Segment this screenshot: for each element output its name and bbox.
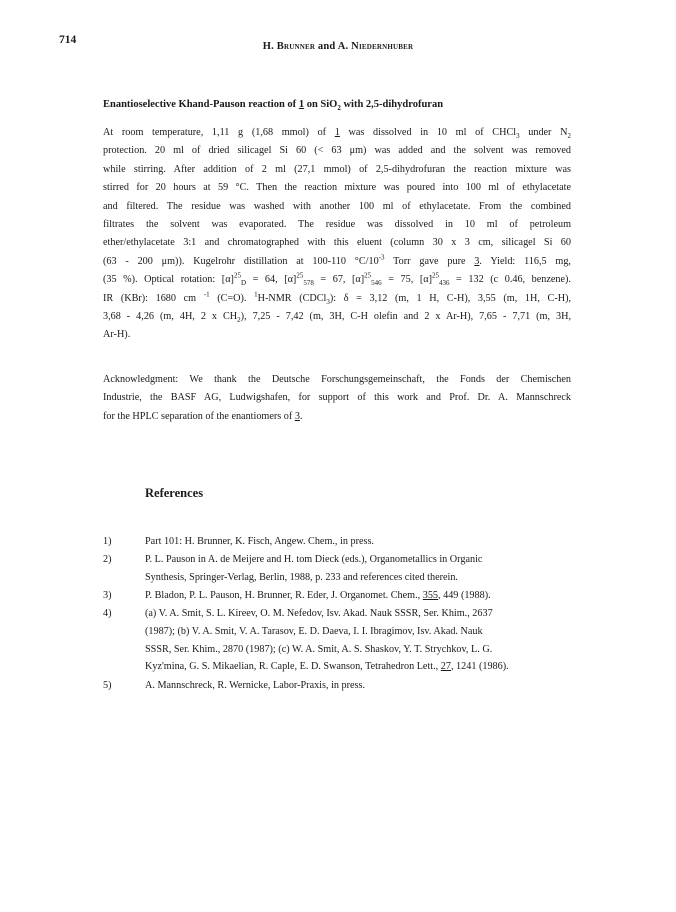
references-heading: References — [145, 486, 204, 500]
acknowledgment-line: for the HPLC separation of the enantiomers of 3. — [103, 410, 303, 422]
reference-number: 5) — [103, 680, 112, 691]
reference-item — [103, 551, 581, 587]
reference-item — [103, 587, 581, 605]
running-head: H. Brunner and A. Niedernhuber — [262, 41, 414, 52]
reference-number: 2) — [103, 554, 112, 565]
optical-rotation-line: (35 %). Optical rotation: $[\alpha]^{25}_D = 64$, $[\alpha]^{25}_{578} = 67$, $[\alpha]^{25}_{546} = 75$, $[\alpha]^{25}_{436} = 132$ (c 0.46, benzene). — [103, 271, 571, 288]
acknowledgment-line: Acknowledgment: We thank the Deutsche Forschungsgemeinschaft, the Fonds der Chemischen — [103, 374, 571, 385]
reference-text: P. Bladon, P. L. Pauson, H. Brunner, R. Eder, J. Organomet. Chem., 355, 449 (1988). — [145, 590, 491, 601]
page-number: 714 — [59, 34, 77, 46]
procedure-line: (63 - 200 μm)). Kugelrohr distillation at 100-110 $^\circ C/10^{-3}$ Torr gave pure 3. Yield: 116,5 mg, — [103, 253, 571, 267]
spectra-line: IR (KBr): 1680 cm $^{-1}$ (C=O). $^1$H-NMR (CDCl$_3$): δ = 3,12 (m, 1 H, C-H), 3,55 (m, 1H, C-H), — [103, 290, 572, 306]
reference-text: SSSR, Ser. Khim., 2870 (1987); (c) W. A. Smit, A. S. Shaskov, Y. T. Strychkov, L. G. — [145, 643, 493, 655]
section-title: Enantioselective Khand-Pauson reaction of 1 on SiO$_2$ with 2,5-dihydrofuran — [103, 99, 444, 113]
procedure-line: At room temperature, 1,11 g (1,68 mmol) of 1 was dissolved in 10 ml of CHCl$_3$ under $N_2$ — [103, 127, 571, 141]
procedure-line: protection. 20 ml of dried silicagel Si 60 (< 63 μm) was added and the solvent was removed — [103, 145, 571, 157]
reference-text: (1987); (b) V. A. Smit, V. A. Tarasov, E. D. Daeva, I. I. Ibragimov, Isv. Akad. Nauk — [145, 625, 483, 637]
reference-item — [103, 533, 581, 551]
acknowledgment-paragraph — [103, 371, 571, 426]
procedure-line: while stirring. After addition of 2 ml (27,1 mmol) of 2,5-dihydrofuran the reaction mixture was — [103, 163, 571, 175]
reference-item — [103, 677, 581, 695]
reference-text: (a) V. A. Smit, S. L. Kireev, O. M. Nefedov, Isv. Akad. Nauk SSSR, Ser. Khim., 2637 — [145, 608, 493, 619]
procedure-line: and filtered. The residue was washed with another 100 ml of ethylacetate. From the combined — [103, 200, 571, 212]
reference-text: Synthesis, Springer-Verlag, Berlin, 1988, p. 233 and references cited therein. — [145, 571, 458, 583]
reference-text: Part 101: H. Brunner, K. Fisch, Angew. Chem., in press. — [145, 536, 374, 547]
procedure-line: ether/ethylacetate 3:1 and chromatographed with this eluent (column 30 x 3 cm, silicagel Si 60 — [103, 237, 571, 249]
reference-text: Kyz'mina, G. S. Mikaelian, R. Caple, E. D. Swanson, Tetrahedron Lett., 27, 1241 (1986). — [145, 661, 509, 673]
reference-item — [103, 605, 581, 676]
spectra-line: Ar-H). — [103, 329, 131, 341]
reference-number: 3) — [103, 590, 112, 601]
reference-number: 4) — [103, 608, 112, 619]
acknowledgment-line: Industrie, the BASF AG, Ludwigshafen, for support of this work and Prof. Dr. A. Mannschreck — [103, 392, 571, 404]
reference-number: 1) — [103, 536, 112, 547]
procedure-line: filtrates the solvent was evaporated. The residue was dissolved in 10 ml of petroleum — [103, 219, 571, 231]
procedure-line: stirred for 20 hours at 59 °C. Then the reaction mixture was poured into 100 ml of ethylacetate — [103, 182, 571, 194]
spectra-line: 3,68 - 4,26 (m, 4H, 2 x $CH_2$), 7,25 - 7,42 (m, 3H, C-H olefin and 2 x Ar-H), 7,65 - 7,71 (m, 3H, — [103, 311, 572, 325]
procedure-paragraph — [103, 124, 571, 345]
reference-text: A. Mannschreck, R. Wernicke, Labor-Praxis, in press. — [145, 680, 366, 691]
reference-text: P. L. Pauson in A. de Meijere and H. tom Dieck (eds.), Organometallics in Organic — [145, 554, 483, 565]
